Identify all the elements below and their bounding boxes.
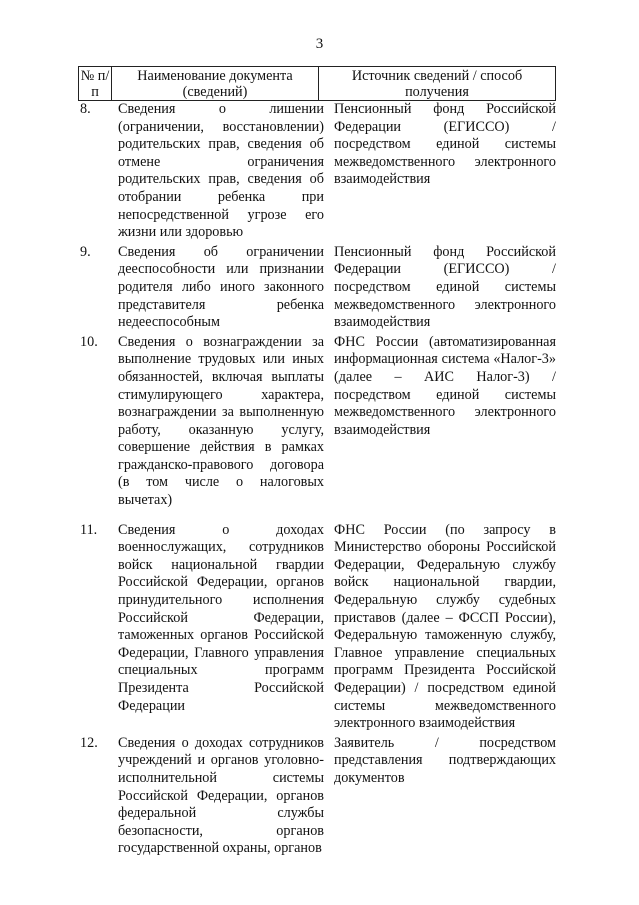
row-name: Сведения о доходах военнослужащих, сотрудников войск национальной гвардии Российской Федерации, органов принудительного исполнения Российской Федерации, таможенных органов Российской Федерации, Главного управления специальных программ Президента Российской Федерации [118,521,324,714]
row-source: ФНС России (автоматизированная информационная система «Налог-3» (далее – АИС Налог-3) / посредством единой системы межведомственного электронного взаимодействия [334,333,556,438]
table-row [78,735,556,858]
row-source: Пенсионный фонд Российской Федерации (ЕГИССО) / посредством единой системы межведомственного электронного взаимодействия [334,243,556,331]
row-name: Сведения о вознаграждении за выполнение трудовых или иных обязанностей, включая выплаты стимулирующего характера, вознаграждении за выполненную работу, оказанную услугу, совершение действия в рамках гражданско-правового договора (в том числе о налоговых вычетах) [118,333,324,509]
row-num: 12. [80,734,98,751]
row-source: Заявитель / посредством представления подтверждающих документов [334,734,556,786]
documents-table [78,66,556,858]
row-num: 10. [80,333,98,350]
row-num: 9. [80,243,91,260]
row-source: Пенсионный фонд Российской Федерации (ЕГИССО) / посредством единой системы межведомственного электронного взаимодействия [334,101,556,188]
row-num: 8. [80,101,91,117]
header-name: Наименование документа (сведений) [112,67,319,100]
table-row [78,334,556,510]
table-row [78,522,556,733]
row-name: Сведения об ограничении дееспособности или признании родителя либо иного законного представителя ребенка недееспособным [118,243,324,331]
header-source: Источник сведений / способ получения [351,68,523,100]
row-name: Сведения о лишении (ограничении, восстановлении) родительских прав, сведения об отмене ограничения родительских прав, сведения об отобрании ребенка при непосредственной угрозе его жизни или здоровью [118,101,324,241]
row-source: ФНС России (по запросу в Министерство обороны Российской Федерации, Федеральную службу войск национальной гвардии, Федеральную службу судебных приставов (далее – ФССП России), Федеральную таможенную службу, Главное управление специальных программ Президента Российской Федерации) / посредством единой системы межведомственного электронного взаимодействия [334,521,556,732]
table-row [78,101,556,242]
row-num: 11. [80,521,98,538]
page-number: 3 [315,36,324,52]
table-row [78,244,556,332]
row-name: Сведения о доходах сотрудников учреждений и органов уголовно-исполнительной системы Российской Федерации, органов федеральной службы безопасности, органов государственной охраны, органов [118,734,324,857]
table-header [78,66,556,101]
header-num: № п/п [79,67,112,100]
